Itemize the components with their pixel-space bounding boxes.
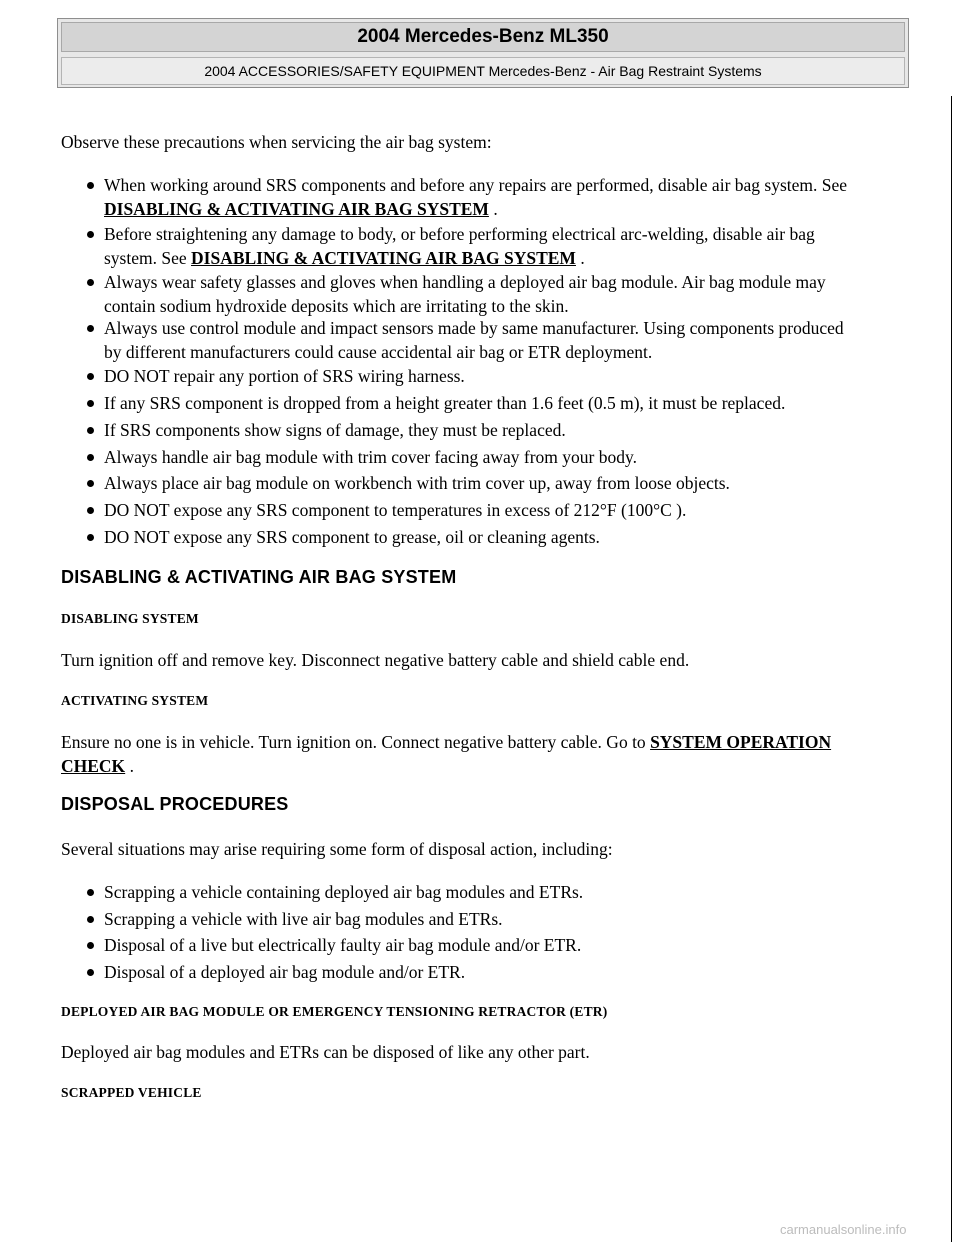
subheading-scrapped-vehicle: SCRAPPED VEHICLE [61, 1085, 202, 1100]
subheading-deployed-module: DEPLOYED AIR BAG MODULE OR EMERGENCY TENSIONING RETRACTOR (ETR) [61, 1004, 608, 1019]
precaution-item: Always wear safety glasses and gloves when handling a deployed air bag module. Air bag module may contain sodium hydroxide deposits which are irritating to the skin. [87, 270, 911, 318]
disposal-item: Scrapping a vehicle with live air bag modules and ETRs. [87, 907, 911, 931]
system-operation-check-link[interactable]: SYSTEM OPERATION [650, 732, 832, 752]
page-header [57, 18, 909, 88]
bullet-icon [87, 373, 94, 380]
subheading-activating-system: ACTIVATING SYSTEM [61, 693, 209, 708]
disposal-item: Disposal of a deployed air bag module and/or ETR. [87, 960, 911, 984]
bullet-icon [87, 231, 94, 238]
precaution-item: If SRS components show signs of damage, they must be replaced. [87, 418, 911, 442]
watermark-text: carmanualsonline.info [780, 1222, 907, 1237]
disposal-item: Disposal of a live but electrically faulty air bag module and/or ETR. [87, 933, 911, 957]
precaution-item: Always handle air bag module with trim cover facing away from your body. [87, 445, 911, 469]
bullet-icon [87, 916, 94, 923]
document-title: 2004 Mercedes-Benz ML350 [61, 22, 905, 52]
bullet-icon [87, 534, 94, 541]
precaution-item: If any SRS component is dropped from a height greater than 1.6 feet (0.5 m), it must be replaced. [87, 391, 911, 415]
bullet-icon [87, 454, 94, 461]
disposal-item: Scrapping a vehicle containing deployed air bag modules and ETRs. [87, 880, 911, 904]
section-heading-disposal: DISPOSAL PROCEDURES [61, 794, 289, 814]
document-subtitle: 2004 ACCESSORIES/SAFETY EQUIPMENT Mercedes-Benz - Air Bag Restraint Systems [61, 57, 905, 85]
bullet-icon [87, 325, 94, 332]
deployed-module-paragraph: Deployed air bag modules and ETRs can be disposed of like any other part. [61, 1042, 590, 1062]
disposal-intro-paragraph: Several situations may arise requiring some form of disposal action, including: [61, 839, 613, 859]
disabling-paragraph: Turn ignition off and remove key. Disconnect negative battery cable and shield cable end. [61, 650, 690, 670]
precaution-item: When working around SRS components and before any repairs are performed, disable air bag system. See DISABLING & ACTIVATING AIR BAG SYSTEM . [87, 173, 911, 221]
disabling-link[interactable]: DISABLING & ACTIVATING AIR BAG SYSTEM [104, 199, 489, 219]
system-operation-check-link-continued[interactable]: CHECK [61, 756, 126, 776]
bullet-icon [87, 400, 94, 407]
precaution-item: Before straightening any damage to body, or before performing electrical arc-welding, disable air bag system. See DISABLING & ACTIVATING AIR BAG SYSTEM . [87, 222, 911, 270]
activating-paragraph: Ensure no one is in vehicle. Turn ignition on. Connect negative battery cable. Go to SYSTEM OPERATION CHECK . [61, 732, 832, 776]
subheading-disabling-system: DISABLING SYSTEM [61, 611, 199, 626]
bullet-icon [87, 942, 94, 949]
disabling-link[interactable]: DISABLING & ACTIVATING AIR BAG SYSTEM [191, 248, 576, 268]
bullet-icon [87, 427, 94, 434]
precaution-item: Always place air bag module on workbench with trim cover up, away from loose objects. [87, 471, 911, 495]
bullet-icon [87, 507, 94, 514]
precaution-item: DO NOT expose any SRS component to temperatures in excess of 212°F (100°C ). [87, 498, 911, 522]
precaution-item: DO NOT expose any SRS component to grease, oil or cleaning agents. [87, 525, 911, 549]
right-border-line [951, 96, 952, 1242]
intro-paragraph: Observe these precautions when servicing the air bag system: [61, 132, 492, 152]
bullet-icon [87, 182, 94, 189]
section-heading-disabling: DISABLING & ACTIVATING AIR BAG SYSTEM [61, 567, 457, 587]
bullet-icon [87, 279, 94, 286]
bullet-icon [87, 480, 94, 487]
bullet-icon [87, 969, 94, 976]
precaution-item: Always use control module and impact sensors made by same manufacturer. Using components produced by different manufacturers could cause accidental air bag or ETR deployment. [87, 316, 911, 364]
precaution-item: DO NOT repair any portion of SRS wiring harness. [87, 364, 911, 388]
bullet-icon [87, 889, 94, 896]
